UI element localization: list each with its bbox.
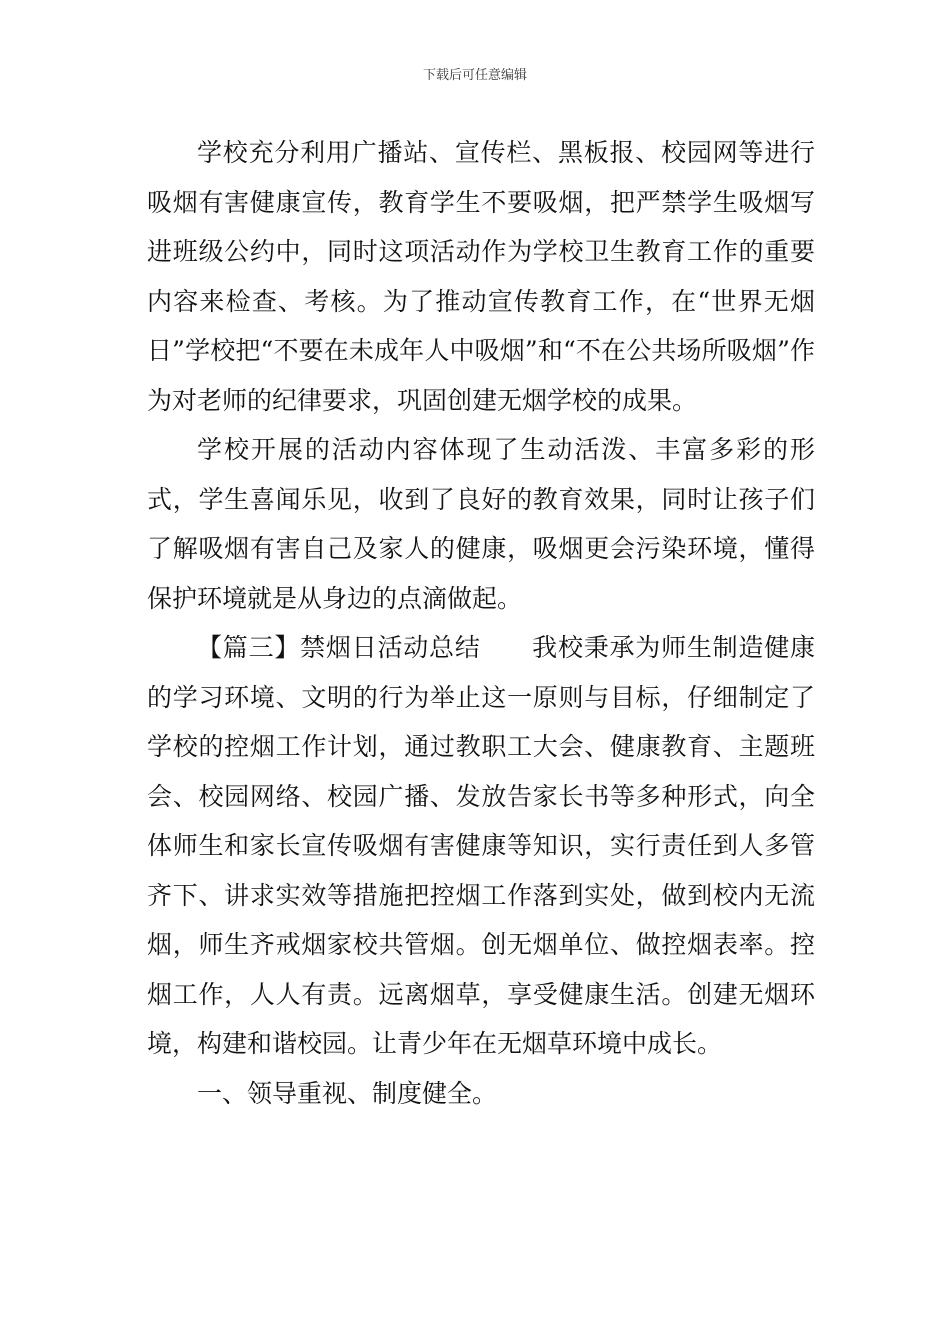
paragraph-propaganda: 学校充分利用广播站、宣传栏、黑板报、校园网等进行吸烟有害健康宣传，教育学生不要吸烟，把严禁学生吸烟写进班级公约中，同时这项活动作为学校卫生教育工作的重要内容来检查、考核。为了推动宣传教育工作，在“世界无烟日”学校把“不要在未成年人中吸烟”和“不在公共场所吸烟”作为对老师的纪律要求，巩固创建无烟学校的成果。	[147, 138, 815, 415]
paragraph-activities: 学校开展的活动内容体现了生动活泼、丰富多彩的形式，学生喜闻乐见，收到了良好的教育效果，同时让孩子们了解吸烟有害自己及家人的健康，吸烟更会污染环境，懂得保护环境就是从身边的点滴做起。	[147, 435, 815, 613]
paragraph-part-three-summary: 【篇三】禁烟日活动总结 我校秉承为师生制造健康的学习环境、文明的行为举止这一原则与目标，仔细制定了学校的控烟工作计划，通过教职工大会、健康教育、主题班会、校园网络、校园广播、发放告家长书等多种形式，向全体师生和家长宣传吸烟有害健康等知识，实行责任到人多管齐下、讲求实效等措施把控烟工作落到实处，做到校内无流烟，师生齐戒烟家校共管烟。创无烟单位、做控烟表率。控烟工作，人人有责。远离烟草，享受健康生活。创建无烟环境，构建和谐校园。让青少年在无烟草环境中成长。	[147, 633, 815, 1058]
document-body	[147, 128, 815, 1118]
page-header-note: 下载后可任意编辑	[422, 68, 527, 83]
section-heading-leadership: 一、领导重视、制度健全。	[197, 1078, 498, 1108]
